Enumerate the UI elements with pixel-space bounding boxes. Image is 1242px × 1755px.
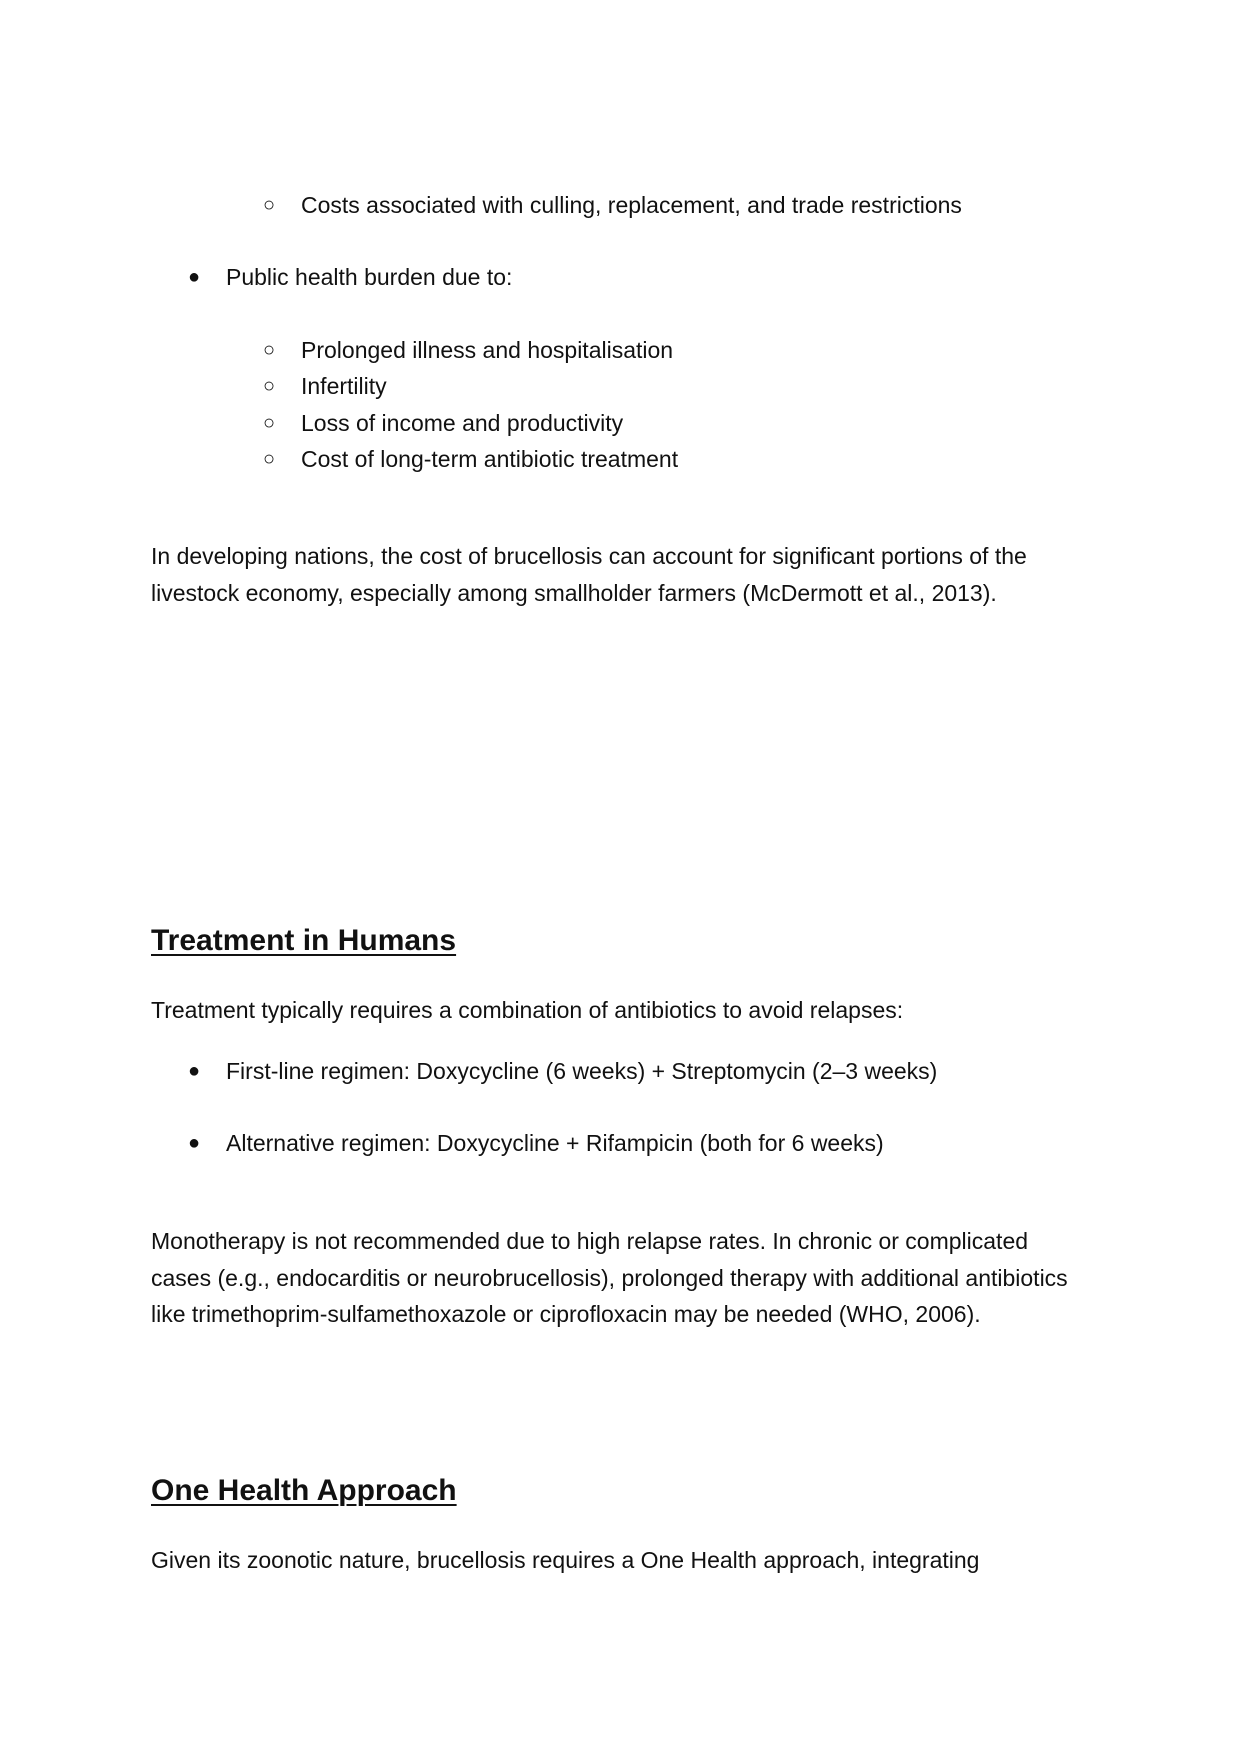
section-heading-treatment: Treatment in Humans: [151, 924, 457, 957]
list-item: Cost of long-term antibiotic treatment: [301, 446, 679, 472]
list-item: First-line regimen: Doxycycline (6 weeks) + Streptomycin (2–3 weeks): [226, 1058, 938, 1084]
hollow-bullet-icon: ○: [263, 448, 276, 470]
list-item: Prolonged illness and hospitalisation: [301, 337, 674, 363]
one-health-paragraph: Given its zoonotic nature, brucellosis requires a One Health approach, integrating: [151, 1547, 980, 1573]
hollow-bullet-icon: ○: [263, 375, 276, 397]
section-heading-one-health: One Health Approach: [151, 1474, 457, 1507]
hollow-bullet-icon: ○: [263, 194, 276, 216]
treatment-paragraph: Monotherapy is not recommended due to high relapse rates. In chronic or complicated cases (e.g., endocarditis or neurobrucellosis), prolonged therapy with additional antibiotics like trimethoprim-sulfamethoxazole or ciprofloxacin may be needed (WHO, 2006).: [151, 1228, 1068, 1327]
economy-paragraph: In developing nations, the cost of brucellosis can account for significant portions of the livestock economy, especially among smallholder farmers (McDermott et al., 2013).: [151, 543, 1027, 606]
hollow-bullet-icon: ○: [263, 339, 276, 361]
treatment-intro: Treatment typically requires a combination of antibiotics to avoid relapses:: [151, 997, 904, 1023]
hollow-bullet-icon: ○: [263, 412, 276, 434]
filled-bullet-icon: ●: [188, 266, 201, 288]
list-item-label: Public health burden due to:: [226, 264, 513, 290]
list-item: Infertility: [301, 373, 387, 399]
list-item: Loss of income and productivity: [301, 410, 624, 436]
filled-bullet-icon: ●: [188, 1060, 201, 1082]
list-item: Alternative regimen: Doxycycline + Rifampicin (both for 6 weeks): [226, 1130, 884, 1156]
filled-bullet-icon: ●: [188, 1132, 201, 1154]
list-item: Costs associated with culling, replacement, and trade restrictions: [301, 192, 962, 218]
